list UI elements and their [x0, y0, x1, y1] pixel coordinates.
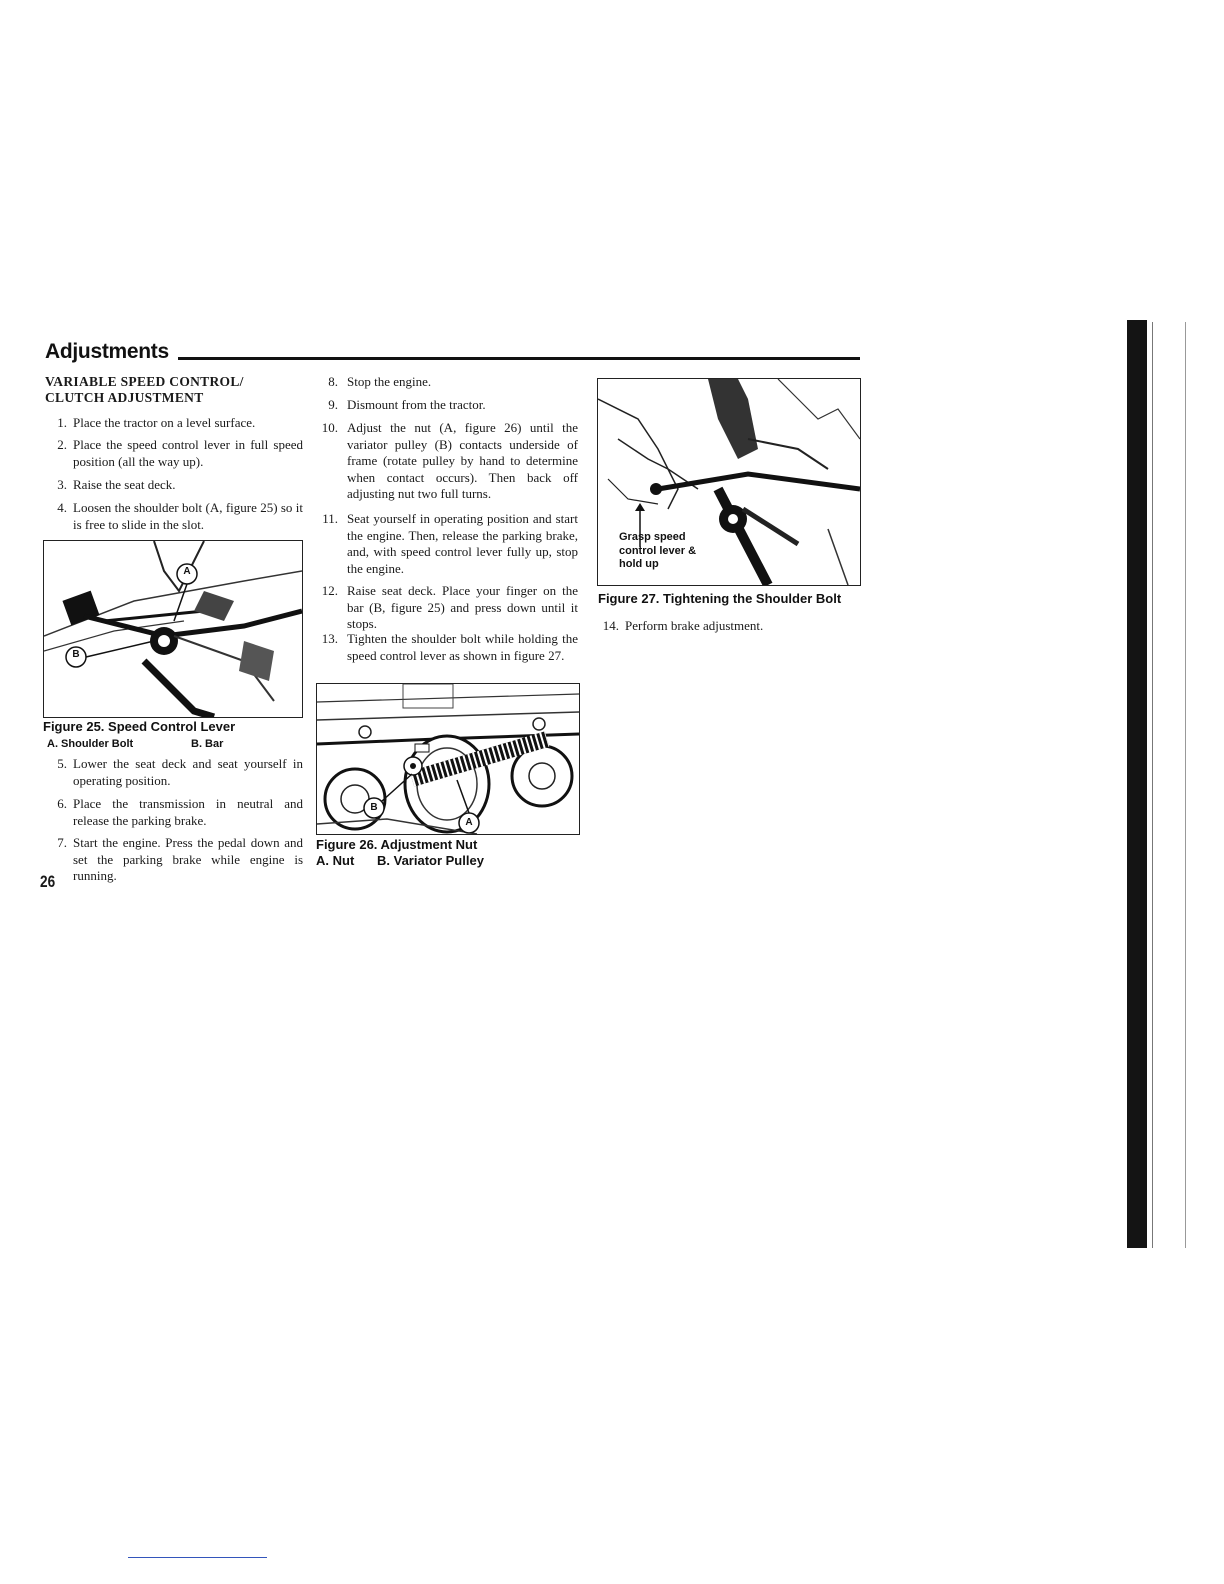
callout-line-1: Grasp speed: [619, 531, 686, 543]
figure-25-legend-b: B. Bar: [191, 738, 224, 750]
bottom-rule: [128, 1557, 267, 1558]
step-11: [316, 511, 578, 577]
step-2: [45, 437, 303, 470]
figure-26-legend-b: B. Variator Pulley: [377, 853, 484, 868]
figure-25-illustration: [43, 540, 303, 718]
speed-control-lever-drawing: [44, 541, 302, 717]
figure-27-illustration: [597, 378, 861, 586]
step-text: Tighten the shoulder bolt while holding the speed control lever as shown in figure 27.: [347, 631, 578, 663]
figure-25-caption: Figure 25. Speed Control Lever: [43, 719, 236, 734]
page-number: 26: [40, 872, 56, 891]
step-text: Stop the engine.: [347, 374, 432, 389]
step-number: 14.: [602, 618, 619, 633]
step-number: 3.: [57, 477, 67, 492]
step-number: 2.: [57, 437, 67, 452]
step-text: Lower the seat deck and seat yourself in operating position.: [73, 756, 303, 788]
step-number: 8.: [328, 374, 338, 389]
step-4: [45, 500, 303, 533]
step-text: Dismount from the tractor.: [347, 397, 486, 412]
callout-a-label: A: [465, 817, 473, 828]
step-text: Raise seat deck. Place your finger on the bar (B, figure 25) and press down until it stops.: [347, 583, 578, 631]
step-3: [45, 477, 303, 494]
callout-a-label: A: [183, 566, 191, 577]
step-number: 5.: [57, 756, 67, 771]
step-number: 10.: [321, 420, 338, 435]
step-8: [316, 374, 578, 391]
step-number: 13.: [321, 631, 338, 646]
figure-26-illustration: [316, 683, 580, 835]
step-number: 12.: [321, 583, 338, 598]
step-text: Start the engine. Press the pedal down and set the parking brake while engine is running.: [73, 835, 303, 883]
step-number: 1.: [57, 415, 67, 430]
section-title: Adjustments: [45, 340, 169, 363]
subheading-line-2: CLUTCH ADJUSTMENT: [45, 390, 204, 405]
figure-26-legend-a: A. Nut: [316, 853, 355, 868]
step-6: [45, 796, 303, 829]
page-edge-line: [1185, 322, 1186, 1248]
step-number: 7.: [57, 835, 67, 850]
step-12: [316, 583, 578, 633]
subheading-line-1: VARIABLE SPEED CONTROL/: [45, 374, 244, 389]
callout-line-2: control lever &: [619, 544, 697, 557]
step-text: Perform brake adjustment.: [625, 618, 764, 633]
step-number: 4.: [57, 500, 67, 515]
step-number: 11.: [322, 511, 338, 526]
step-text: Seat yourself in operating position and start the engine. Then, release the parking brake, and, with speed control lever fully up, stop the engine.: [347, 511, 578, 576]
figure-25-legend-a: A. Shoulder Bolt: [47, 738, 134, 750]
step-text: Place the speed control lever in full speed position (all the way up).: [73, 437, 303, 469]
step-number: 6.: [57, 796, 67, 811]
callout-b-label: B: [370, 802, 378, 813]
figure-27-caption: Figure 27. Tightening the Shoulder Bolt: [598, 591, 842, 606]
title-rule: [178, 357, 860, 360]
subheading: [45, 374, 244, 406]
figure-26-caption: Figure 26. Adjustment Nut: [316, 837, 478, 852]
step-number: 9.: [328, 397, 338, 412]
step-text: Loosen the shoulder bolt (A, figure 25) so it is free to slide in the slot.: [73, 500, 303, 532]
step-13: [316, 631, 578, 664]
step-7: [45, 835, 303, 885]
step-14: [597, 618, 859, 635]
step-10: [316, 420, 578, 503]
step-text: Place the tractor on a level surface.: [73, 415, 256, 430]
page-edge-line: [1152, 322, 1153, 1248]
step-5: [45, 756, 303, 789]
adjustment-nut-drawing: [317, 684, 579, 834]
page-edge-shadow: [1127, 320, 1147, 1248]
callout-line-3: hold up: [619, 558, 659, 570]
step-text: Raise the seat deck.: [73, 477, 176, 492]
step-text: Adjust the nut (A, figure 26) until the variator pulley (B) contacts underside of frame (rotate pulley by hand to determine when contact occurs). Then back off adjusting nut two full turns.: [347, 420, 578, 501]
callout-b-label: B: [72, 649, 80, 660]
step-text: Place the transmission in neutral and release the parking brake.: [73, 796, 303, 828]
step-1: [45, 415, 303, 432]
grasp-lever-callout: [619, 531, 696, 572]
step-9: [316, 397, 578, 414]
